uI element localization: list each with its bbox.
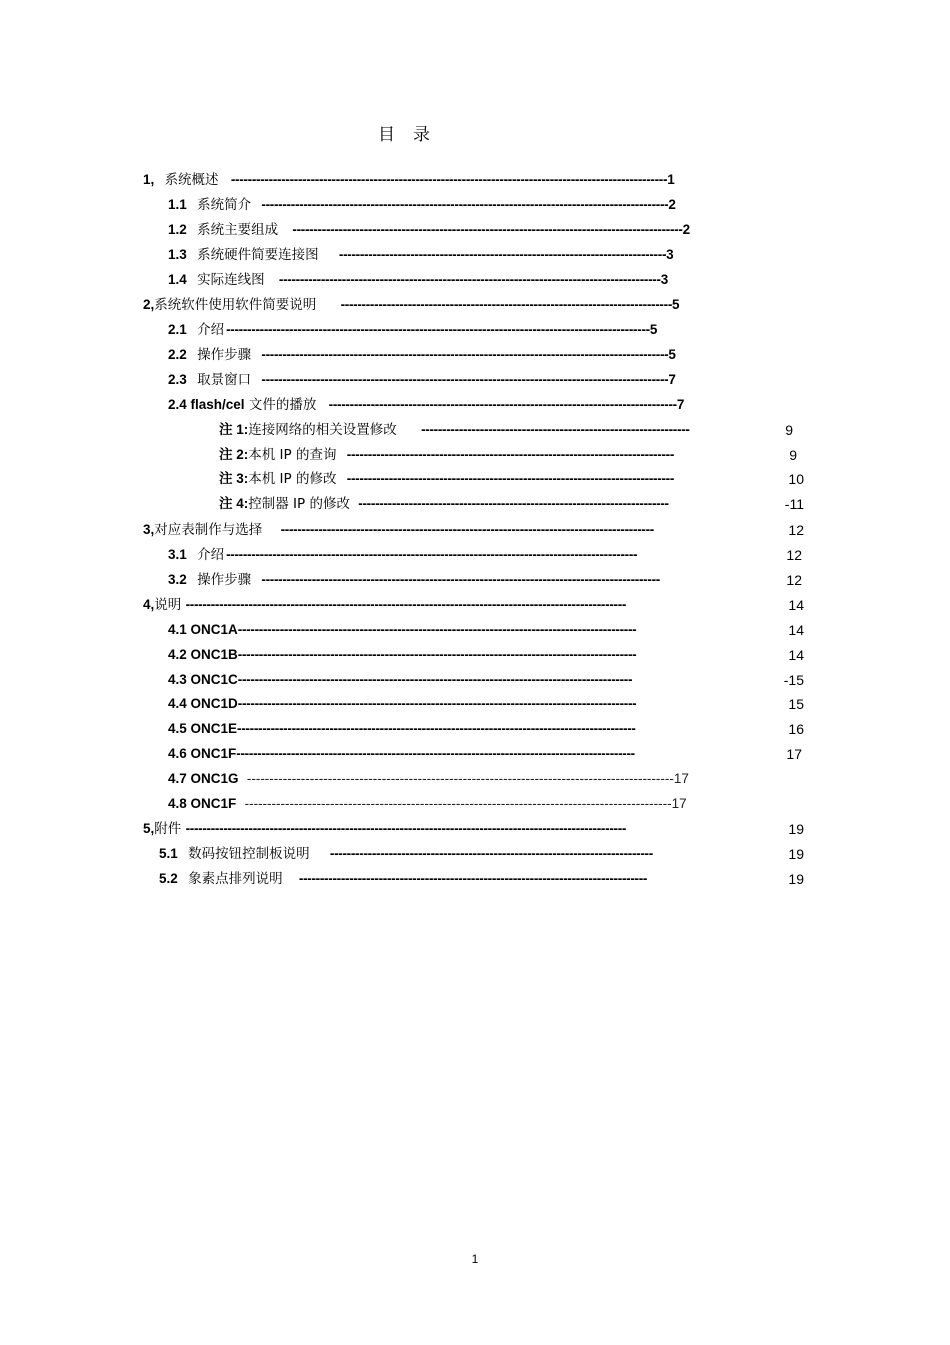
toc-entry-3-2[interactable]: [168, 570, 730, 590]
toc-entry-5-2[interactable]: [159, 869, 737, 889]
toc-number: 2.1: [168, 322, 187, 337]
toc-number: 注 4:: [219, 496, 249, 511]
toc-label: 取景窗口: [197, 372, 252, 388]
toc-label: 系统软件使用软件简要说明: [154, 297, 317, 313]
toc-entry-1-2[interactable]: [168, 220, 748, 240]
toc-entry-4-5[interactable]: [168, 719, 723, 739]
toc-note-2[interactable]: [219, 445, 747, 465]
toc-page: 19: [788, 846, 804, 862]
toc-label: 象素点排列说明: [188, 871, 283, 887]
toc-page: 16: [788, 721, 804, 737]
toc-entry-2-3[interactable]: [168, 370, 748, 390]
toc-entry-2-4[interactable]: [168, 395, 758, 415]
toc-leader: ---------------------------------------------------------------------------------------------: [292, 222, 683, 237]
toc-leader: -----------------------------------------------------------------------------------: [298, 871, 648, 886]
toc-entry-4-8[interactable]: [168, 794, 748, 814]
toc-leader: -------------------------------------------------------------------------------: [340, 297, 673, 312]
toc-entry-1-4[interactable]: [168, 270, 748, 290]
toc-page: 7: [676, 397, 685, 412]
toc-number: 1.3: [168, 247, 187, 262]
page-number-footer: 1: [471, 1252, 479, 1266]
toc-leader: -------------------------------------------------------------------------------------------------: [261, 197, 669, 212]
toc-number: 4.8 ONC1F: [168, 796, 237, 811]
toc-number: 1,: [143, 172, 155, 187]
toc-number: 4.6 ONC1F: [168, 746, 237, 761]
toc-note-4[interactable]: [219, 494, 743, 514]
toc-label: 介绍: [197, 547, 225, 563]
toc-label: 操作步骤: [197, 347, 252, 363]
toc-number: 3.2: [168, 572, 187, 587]
toc-leader: ---------------------------------------------------------------------------------------------------------: [185, 821, 627, 836]
toc-number: 4,: [143, 597, 155, 612]
toc-label: 对应表制作与选择: [154, 522, 263, 538]
toc-number: 1.2: [168, 222, 187, 237]
toc-page: 3: [666, 247, 674, 262]
toc-number: 2,: [143, 297, 155, 312]
toc-number: 3,: [143, 522, 155, 537]
toc-page: 5: [668, 347, 676, 362]
toc-entry-4-1[interactable]: [168, 620, 723, 640]
toc-leader: -----------------------------------------------------------------------------------------------: [236, 746, 635, 761]
toc-page: 5: [649, 322, 658, 337]
toc-entry-4-4[interactable]: [168, 694, 723, 714]
toc-page: 12: [786, 547, 802, 563]
toc-leader: -----------------------------------------------------------------------------------------: [280, 522, 654, 537]
toc-entry-1[interactable]: [143, 170, 743, 190]
toc-entry-1-1[interactable]: [168, 195, 748, 215]
toc-leader: -----------------------------------------------------------------------------------: [328, 397, 677, 412]
toc-number: 1.4: [168, 272, 187, 287]
toc-label: 系统硬件简要连接图: [197, 247, 319, 263]
toc-label: 本机 IP 的查询: [248, 447, 337, 463]
toc-number: 2.3: [168, 372, 187, 387]
toc-label: 本机 IP 的修改: [248, 471, 337, 487]
toc-page: 14: [788, 597, 804, 613]
toc-entry-3-1[interactable]: [168, 545, 728, 565]
toc-leader: ----------------------------------------------------------------: [421, 422, 690, 437]
toc-page: 15: [788, 696, 804, 712]
toc-page: 19: [788, 871, 804, 887]
toc-leader: -----------------------------------------------------------------------------: [329, 846, 653, 861]
toc-number: 2.2: [168, 347, 187, 362]
toc-leader: -----------------------------------------------------------------------------------------------------: [226, 322, 650, 337]
toc-label: 介绍: [197, 322, 225, 338]
toc-page: 12: [788, 522, 804, 538]
toc-entry-4-2[interactable]: [168, 645, 723, 665]
toc-label: 数码按钮控制板说明: [188, 846, 310, 862]
toc-label: 文件的播放: [248, 397, 317, 413]
toc-label: 说明: [154, 597, 182, 613]
toc-label: 控制器 IP 的修改: [248, 496, 350, 512]
toc-leader: ------------------------------------------------------------------------------: [338, 247, 667, 262]
toc-page: 9: [785, 422, 793, 438]
toc-number: 4.2 ONC1B: [168, 647, 238, 662]
toc-entry-1-3[interactable]: [168, 245, 753, 265]
toc-label: 系统主要组成: [197, 222, 279, 238]
toc-page: 10: [788, 471, 804, 487]
toc-page: -15: [783, 672, 804, 688]
toc-number: 4.4 ONC1D: [168, 696, 238, 711]
toc-leader: ------------------------------------------------------------------------------: [346, 471, 675, 486]
toc-page: 12: [786, 572, 802, 588]
toc-entry-4-6[interactable]: [168, 744, 721, 764]
toc-leader: --------------------------------------------------------------------------------------------------------: [230, 172, 668, 187]
toc-page: 14: [788, 622, 804, 638]
toc-page: -11: [784, 496, 804, 512]
toc-number: 5,: [143, 821, 155, 836]
toc-page: 5: [672, 297, 680, 312]
toc-entry-4-3[interactable]: [168, 670, 718, 690]
toc-leader: -----------------------------------------------------------------------------------------------: [261, 572, 660, 587]
toc-label: 系统简介: [197, 197, 252, 213]
toc-page: 3: [660, 272, 669, 287]
toc-note-3[interactable]: [219, 469, 747, 489]
toc-page: 14: [788, 647, 804, 663]
toc-number: 4.7 ONC1G: [168, 771, 239, 786]
toc-number: 1.1: [168, 197, 187, 212]
toc-leader: ------------------------------------------------------------------------------: [346, 447, 675, 462]
toc-entry-5-1[interactable]: [159, 844, 742, 864]
toc-page: 1: [667, 172, 675, 187]
toc-leader: --------------------------------------------------------------------------: [358, 496, 669, 511]
toc-number: 5.1: [159, 846, 178, 861]
toc-page: 17: [786, 746, 802, 762]
toc-page: 2: [682, 222, 691, 237]
toc-number: 3.1: [168, 547, 187, 562]
toc-entry-2-2[interactable]: [168, 345, 748, 365]
toc-leader: -----------------------------------------------------------------------------------------------: [244, 796, 672, 811]
page-title: 目录: [378, 125, 448, 145]
toc-number: 2.4 flash/cel: [168, 397, 245, 412]
toc-entry-3[interactable]: [143, 520, 738, 540]
toc-label: 系统概述: [164, 172, 219, 188]
toc-leader: --------------------------------------------------------------------------------------------------: [226, 547, 638, 562]
toc-leader: -------------------------------------------------------------------------------------------------: [261, 372, 669, 387]
toc-page: 17: [671, 796, 687, 811]
toc-entry-2-1[interactable]: [168, 320, 748, 340]
toc-label: 操作步骤: [197, 572, 252, 588]
toc-number: 注 2:: [219, 447, 249, 462]
toc-leader: -----------------------------------------------------------------------------------------------: [237, 696, 637, 711]
toc-page: 19: [788, 821, 804, 837]
toc-leader: -----------------------------------------------------------------------------------------------: [237, 721, 636, 736]
toc-entry-5[interactable]: [143, 819, 723, 839]
toc-leader: -----------------------------------------------------------------------------------------------: [246, 771, 674, 786]
toc-page: 17: [673, 771, 689, 786]
toc-entry-4[interactable]: [143, 595, 723, 615]
toc-number: 5.2: [159, 871, 178, 886]
toc-leader: -----------------------------------------------------------------------------------------------: [237, 622, 637, 637]
toc-number: 4.3 ONC1C: [168, 672, 238, 687]
toc-label: 连接网络的相关设置修改: [248, 422, 397, 438]
toc-entry-4-7[interactable]: [168, 769, 748, 789]
toc-entry-2[interactable]: [143, 295, 758, 315]
toc-page: 7: [668, 372, 676, 387]
toc-number: 注 1:: [219, 422, 249, 437]
toc-label: 实际连线图: [197, 272, 265, 288]
toc-number: 4.5 ONC1E: [168, 721, 238, 736]
toc-leader: -------------------------------------------------------------------------------------------: [278, 272, 661, 287]
toc-page: 2: [668, 197, 676, 212]
toc-leader: ---------------------------------------------------------------------------------------------------------: [185, 597, 627, 612]
toc-number: 4.1 ONC1A: [168, 622, 238, 637]
toc-page: 9: [789, 447, 797, 463]
toc-note-1[interactable]: [219, 420, 754, 440]
toc-label: 附件: [154, 821, 182, 837]
toc-leader: ----------------------------------------------------------------------------------------------: [237, 672, 633, 687]
toc-leader: -------------------------------------------------------------------------------------------------: [261, 347, 669, 362]
toc-number: 注 3:: [219, 471, 249, 486]
toc-leader: -----------------------------------------------------------------------------------------------: [237, 647, 637, 662]
